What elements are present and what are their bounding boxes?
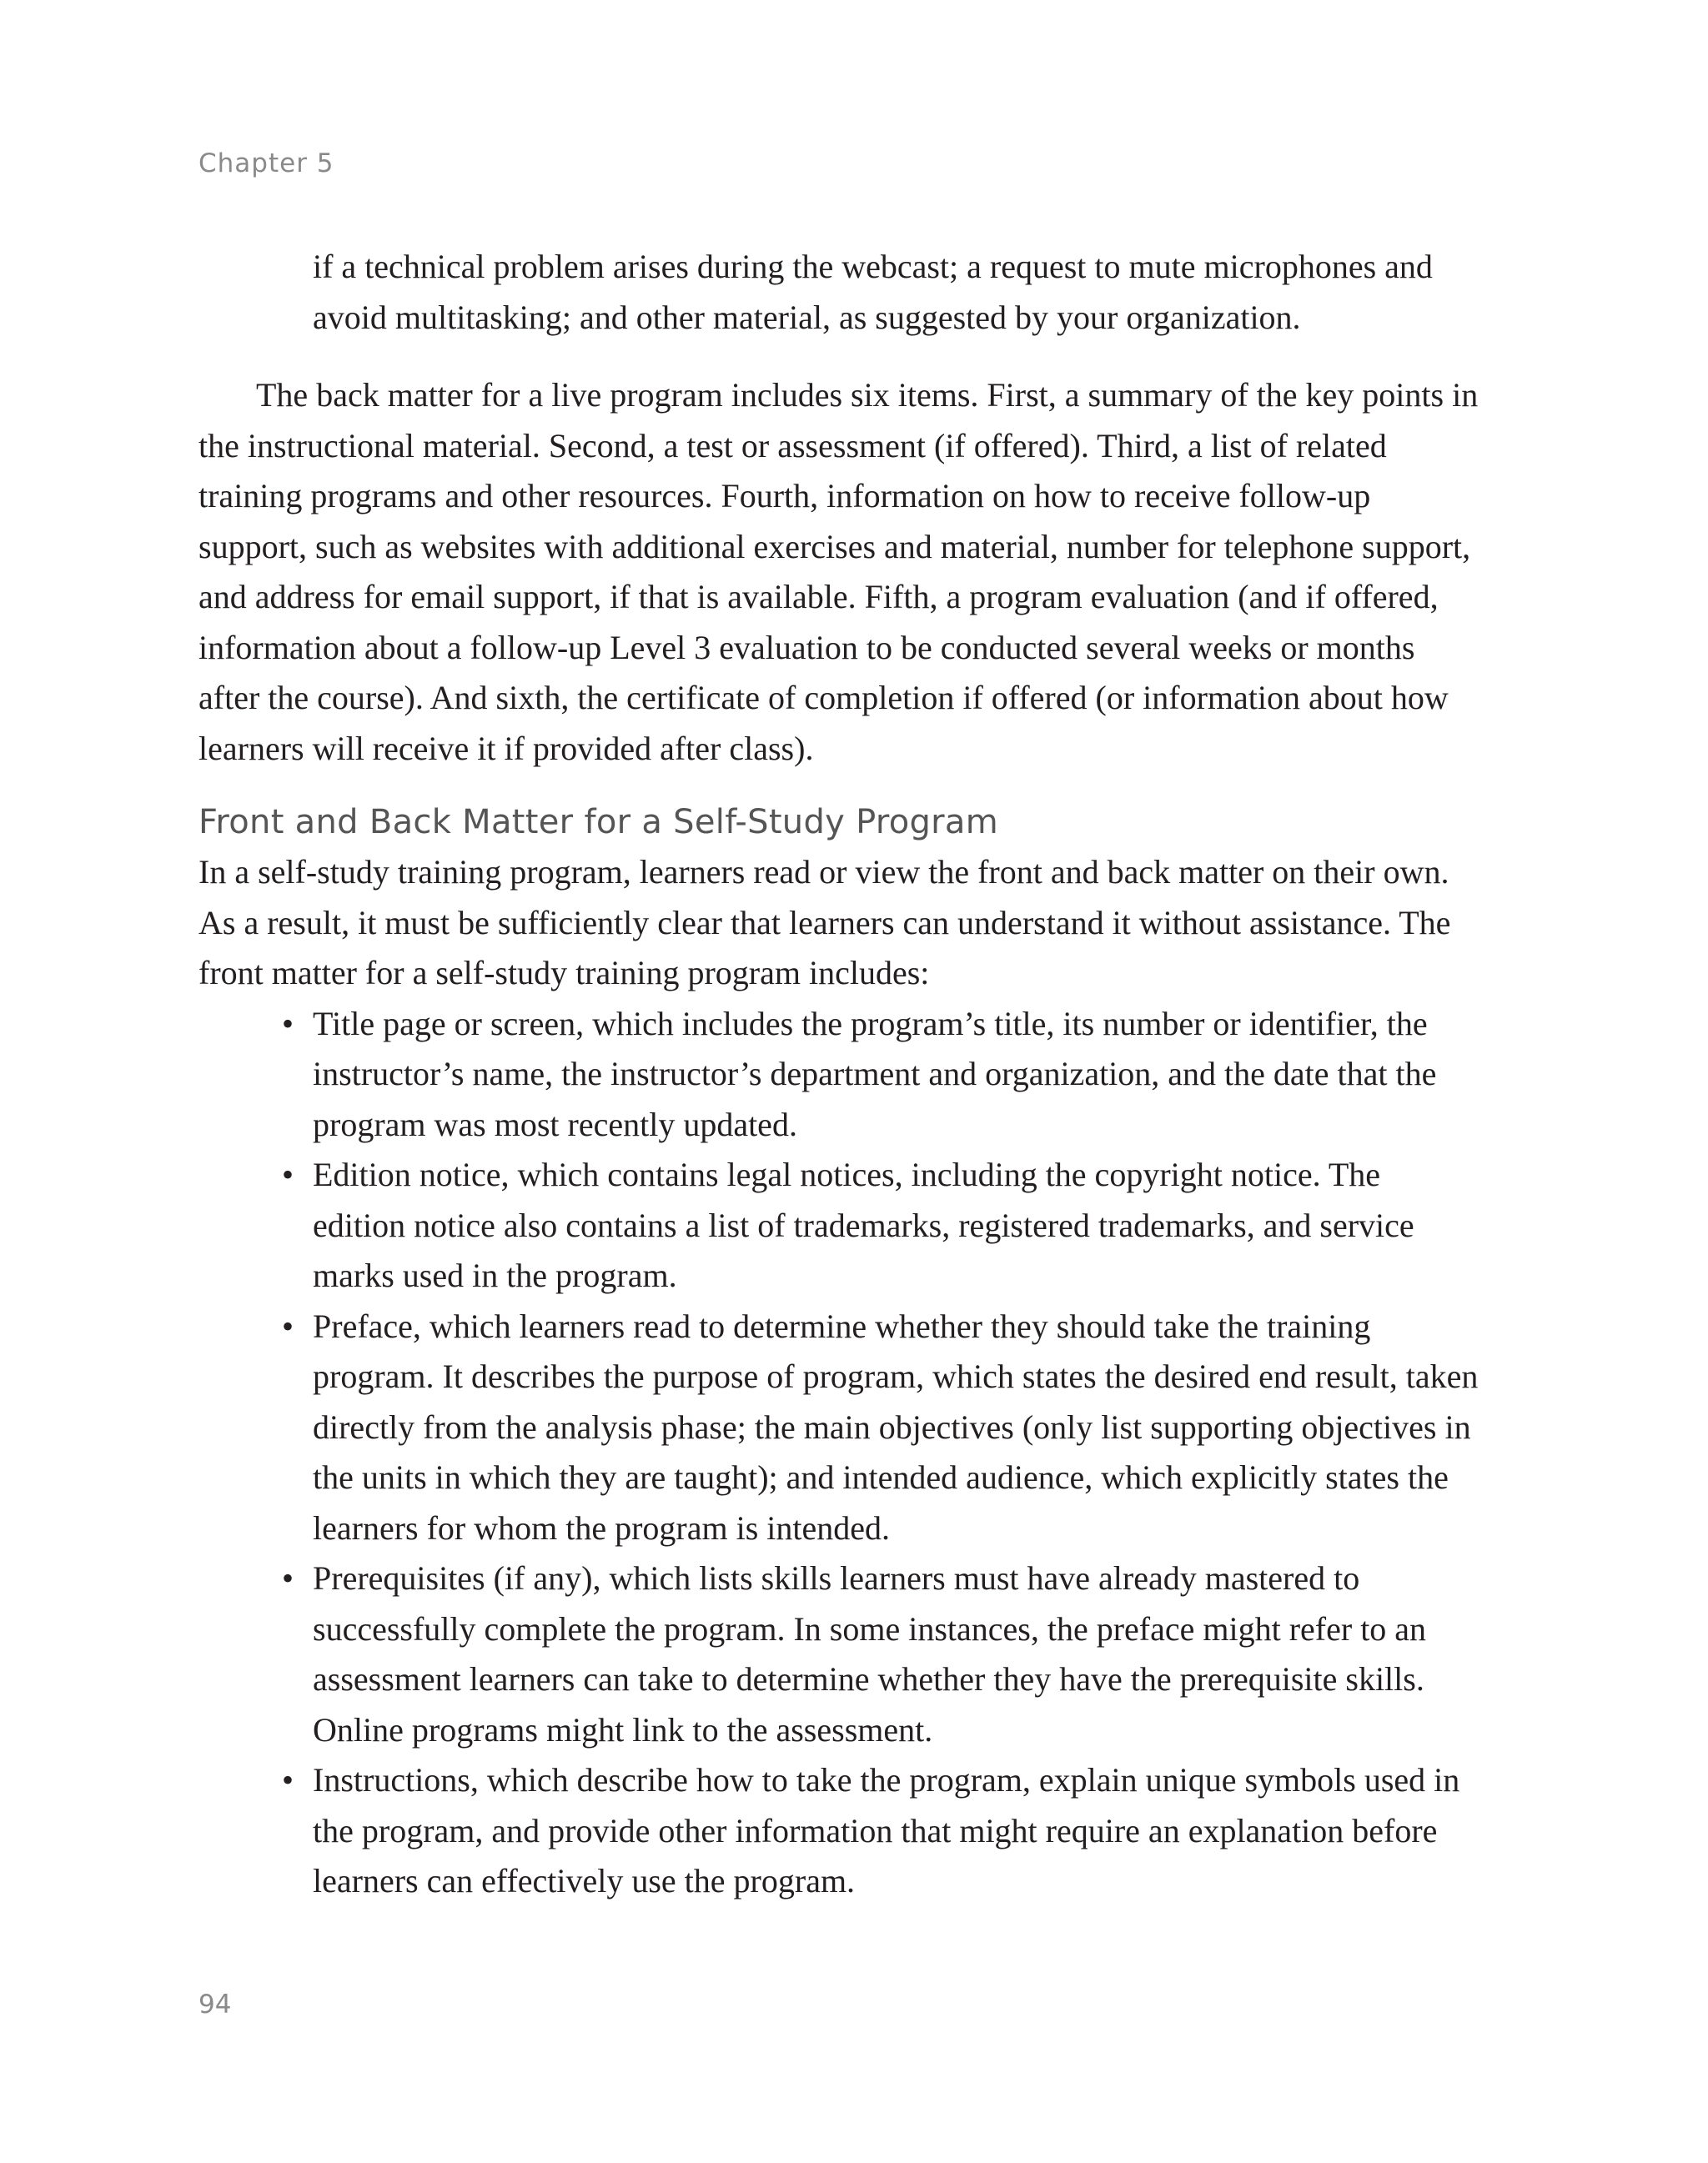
list-item-text: Prerequisites (if any), which lists skills learners must have already mastered to successfully complete the program. In some instances, the preface might refer to an assessment learners can take to determine whether they have the prerequisite skills. Online programs might link to the assessment. bbox=[313, 1559, 1427, 1749]
section-intro-paragraph: In a self-study training program, learners read or view the front and back matter on their own. As a result, it must be sufficiently clear that learners can understand it without assistance. The front matter for a self-study training program includes: bbox=[198, 853, 1451, 991]
bullet-icon: • bbox=[282, 1559, 294, 1597]
page-number: 94 bbox=[198, 1990, 232, 2020]
list-item-text: Preface, which learners read to determine whether they should take the training program. It describes the purpose of program, which states the desired end result, taken directly from the analysis phase; the main objectives (only list supporting objectives in the units in which they are taught); and intended audience, which explicitly states the learners for whom the program is intended. bbox=[313, 1307, 1479, 1547]
list-item bbox=[198, 1553, 1479, 1755]
running-head: Chapter 5 bbox=[198, 148, 334, 178]
list-item-text: Edition notice, which contains legal notices, including the copyright notice. The edition notice also contains a list of trademarks, registered trademarks, and service marks used in the program. bbox=[313, 1156, 1414, 1294]
list-item bbox=[198, 1150, 1479, 1302]
bullet-icon: • bbox=[282, 1761, 294, 1799]
bullet-icon: • bbox=[282, 1004, 294, 1042]
list-item bbox=[198, 1302, 1479, 1554]
back-matter-paragraph: The back matter for a live program includes six items. First, a summary of the key points in the instructional material. Second, a test or assessment (if offered). Third, a list of related training programs and other resources. Fourth, information on how to receive follow-up support, such as websites with additional exercises and material, number for telephone support, and address for email support, if that is available. Fifth, a program evaluation (and if offered, information about a follow-up Level 3 evaluation to be conducted several weeks or months after the course). And sixth, the certificate of completion if offered (or information about how learners will receive it if provided after class). bbox=[198, 376, 1479, 767]
page-body bbox=[198, 242, 1479, 1907]
front-matter-list bbox=[198, 999, 1479, 1907]
continuation-paragraph: if a technical problem arises during the webcast; a request to mute microphones and avoid multitasking; and other material, as suggested by your organization. bbox=[313, 248, 1433, 336]
section-heading: Front and Back Matter for a Self-Study Program bbox=[198, 803, 998, 841]
list-item-text: Instructions, which describe how to take the program, explain unique symbols used in the program, and provide other information that might require an explanation before learners can effectively use the program. bbox=[313, 1761, 1460, 1900]
list-item bbox=[198, 999, 1479, 1151]
bullet-icon: • bbox=[282, 1156, 294, 1193]
bullet-icon: • bbox=[282, 1307, 294, 1345]
list-item-text: Title page or screen, which includes the program’s title, its number or identifier, the instructor’s name, the instructor’s department and organization, and the date that the program was most recently updated. bbox=[313, 1004, 1437, 1143]
list-item bbox=[198, 1755, 1479, 1907]
